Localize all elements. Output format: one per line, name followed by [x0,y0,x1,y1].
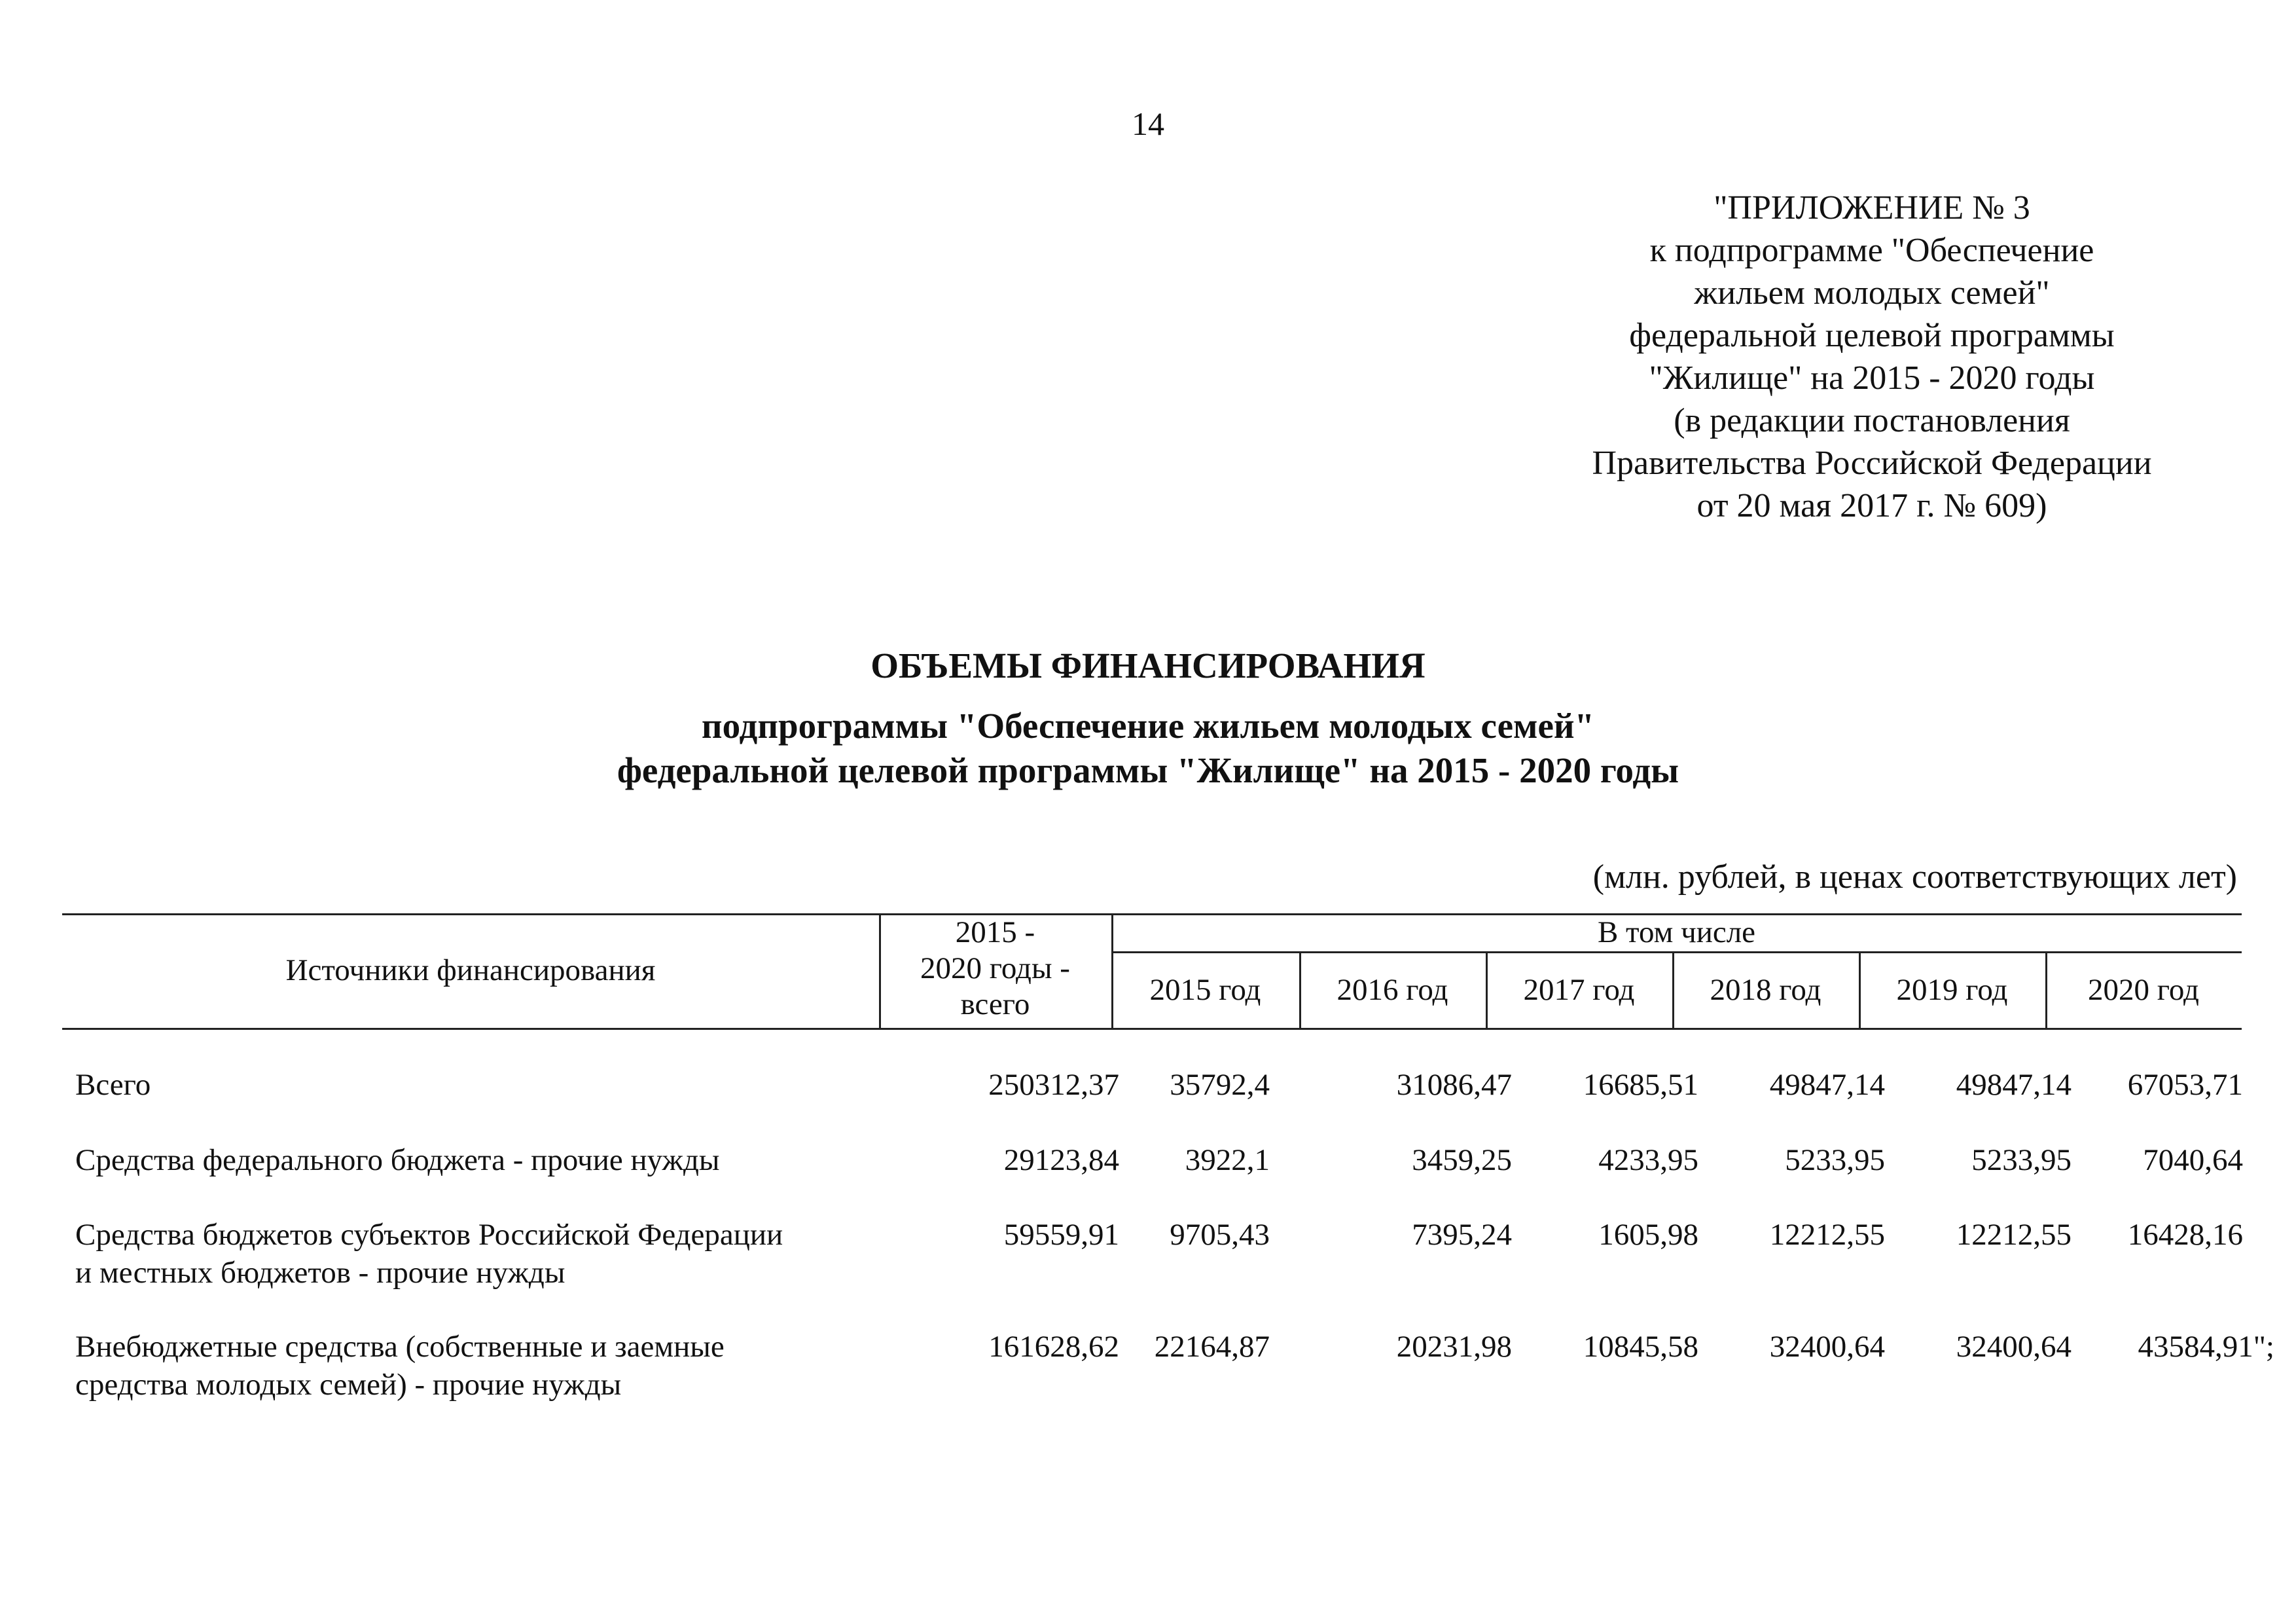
header-total-line: 2020 годы - [920,951,1070,985]
header-bottom-rule [62,1028,2242,1030]
value-cell: 43584,91"; [2138,1330,2274,1364]
page-number: 14 [1132,105,1164,142]
value-cell: 49847,14 [1769,1068,1885,1102]
value-cell: 16685,51 [1583,1068,1698,1102]
appendix-line: "Жилище" на 2015 - 2020 годы [1649,359,2095,397]
value-cell: 16428,16 [2127,1218,2243,1252]
appendix-line: жильем молодых семей" [1694,274,2050,312]
appendix-line: "ПРИЛОЖЕНИЕ № 3 [1713,189,2030,227]
value-cell: 59559,91 [1003,1218,1119,1252]
subheader-rule [1111,951,2242,953]
value-cell: 31086,47 [1396,1068,1512,1102]
header-total [879,915,1111,1023]
value-cell: 12212,55 [1769,1218,1885,1252]
row-label [75,1216,893,1292]
subtitle-line: федеральной целевой программы "Жилище" на 2015 - 2020 годы [617,750,1679,790]
row-label [75,1328,893,1404]
value-cell: 32400,64 [1769,1330,1885,1364]
header-year: 2019 год [1896,973,2008,1007]
value-cell: 29123,84 [1003,1143,1119,1177]
row-label-line: Средства бюджетов субъектов Российской Федерации [75,1218,783,1252]
subtitle-line: подпрограммы "Обеспечение жильем молодых семей" [701,706,1595,746]
value-cell: 22164,87 [1154,1330,1270,1364]
units-note: (млн. рублей, в ценах соответствующих лет) [1592,858,2237,896]
value-cell: 4233,95 [1598,1143,1698,1177]
value-cell: 9705,43 [1170,1218,1270,1252]
row-label-line: и местных бюджетов - прочие нужды [75,1256,565,1290]
appendix-line: (в редакции постановления [1674,402,2070,439]
value-cell: 10845,58 [1583,1330,1698,1364]
header-year: 2018 год [1710,973,1821,1007]
value-cell: 12212,55 [1956,1218,2072,1252]
row-label-line: средства молодых семей) - прочие нужды [75,1368,622,1402]
value-cell: 250312,37 [988,1068,1119,1102]
appendix-line: от 20 мая 2017 г. № 609) [1696,487,2047,524]
value-cell: 7395,24 [1412,1218,1512,1252]
header-including: В том числе [1597,915,1756,949]
row-label [75,1141,893,1179]
appendix-line: Правительства Российской Федерации [1592,445,2152,482]
header-total-line: 2015 - [955,915,1035,949]
header-year: 2015 год [1149,973,1261,1007]
appendix-line: федеральной целевой программы [1629,317,2115,354]
value-cell: 20231,98 [1396,1330,1512,1364]
value-cell: 7040,64 [2143,1143,2243,1177]
value-cell: 67053,71 [2127,1068,2243,1102]
value-cell: 1605,98 [1598,1218,1698,1252]
header-year: 2020 год [2088,973,2199,1007]
row-label-line: Всего [75,1068,151,1102]
document-title: ОБЪЕМЫ ФИНАНСИРОВАНИЯ [870,646,1426,685]
value-cell: 161628,62 [988,1330,1119,1364]
value-cell: 35792,4 [1170,1068,1270,1102]
row-label-line: Средства федерального бюджета - прочие нужды [75,1143,720,1177]
header-year: 2016 год [1336,973,1448,1007]
value-cell: 32400,64 [1956,1330,2072,1364]
appendix-header [1479,187,2265,527]
document-subtitle [0,704,2296,793]
header-source: Источники финансирования [285,953,656,987]
row-label-line: Внебюджетные средства (собственные и заемные [75,1330,725,1364]
value-cell: 5233,95 [1785,1143,1885,1177]
value-cell: 3922,1 [1185,1143,1270,1177]
row-label [75,1066,893,1104]
header-year: 2017 год [1523,973,1635,1007]
value-cell: 3459,25 [1412,1143,1512,1177]
value-cell: 49847,14 [1956,1068,2072,1102]
appendix-line: к подпрограмме "Обеспечение [1649,232,2094,269]
value-cell: 5233,95 [1971,1143,2072,1177]
header-total-line: всего [960,987,1030,1021]
